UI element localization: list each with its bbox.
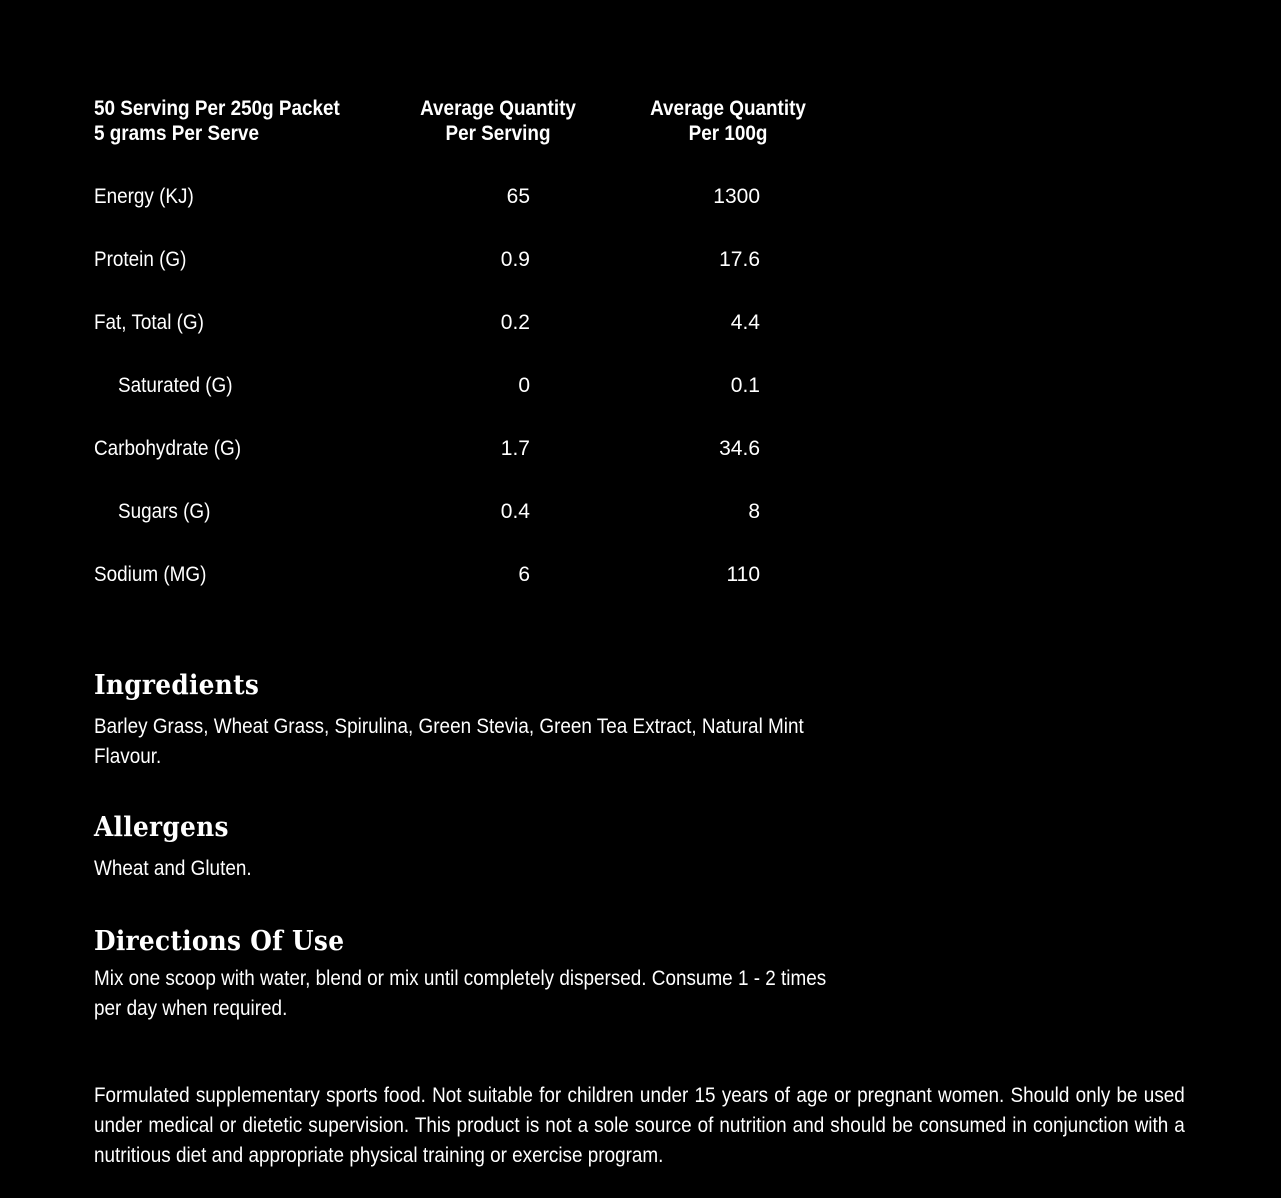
table-row-per-serving: 0 (518, 374, 530, 397)
allergens-heading: Allergens (94, 812, 229, 843)
ingredients-line2: Flavour. (94, 745, 162, 768)
table-row-per-serving: 65 (506, 185, 530, 208)
directions-line2: per day when required. (94, 997, 288, 1020)
table-row-label: Carbohydrate (G) (94, 437, 242, 460)
ingredients-text (94, 712, 994, 772)
serving-size-label: 50 Serving Per 250g Packet (94, 97, 340, 120)
header-per-serving-line1: Average Quantity (420, 97, 576, 120)
table-row-label-indented: Saturated (G) (118, 374, 233, 397)
header-per-100g (628, 96, 828, 146)
disclaimer-text (94, 1081, 1185, 1171)
table-row-per-100g: 8 (748, 500, 760, 523)
header-per-serving-line2: Per Serving (445, 122, 551, 145)
table-row-label: Protein (G) (94, 248, 187, 271)
serve-size-label: 5 grams Per Serve (94, 122, 259, 145)
ingredients-section (94, 670, 273, 702)
table-row-label: Fat, Total (G) (94, 311, 204, 334)
table-row-label-indented: Sugars (G) (118, 500, 211, 523)
table-row-label: Energy (KJ) (94, 185, 194, 208)
allergens-section (94, 812, 240, 844)
allergens-text: Wheat and Gluten. (94, 857, 252, 880)
directions-text (94, 964, 994, 1024)
table-row-per-100g: 110 (726, 563, 760, 586)
table-row-per-serving: 1.7 (500, 437, 530, 460)
directions-section (94, 926, 366, 958)
header-per-100g-line2: Per 100g (688, 122, 768, 145)
table-row-per-serving: 0.9 (500, 248, 530, 271)
table-row-per-serving: 0.2 (500, 311, 530, 334)
table-row-per-100g: 1300 (713, 185, 760, 208)
directions-line1: Mix one scoop with water, blend or mix until completely dispersed. Consume 1 - 2 times (94, 967, 827, 990)
table-row-per-serving: 0.4 (500, 500, 530, 523)
table-row-per-100g: 34.6 (719, 437, 760, 460)
table-row-per-100g: 4.4 (730, 311, 760, 334)
table-row-per-100g: 0.1 (730, 374, 760, 397)
table-row-per-100g: 17.6 (719, 248, 760, 271)
ingredients-heading: Ingredients (94, 670, 260, 701)
header-per-serving (398, 96, 598, 146)
table-row-label: Sodium (MG) (94, 563, 207, 586)
disclaimer-paragraph: Formulated supplementary sports food. Not suitable for children under 15 years of age or pregnant women. Should only be used under medical or dietetic supervision. This product is not a sole source of nutrition and should be consumed in conjunction with a nutritious diet and appropriate physical training or exercise program. (94, 1084, 1185, 1167)
table-row-per-serving: 6 (518, 563, 530, 586)
header-serving-info (94, 96, 367, 146)
ingredients-line1: Barley Grass, Wheat Grass, Spirulina, Green Stevia, Green Tea Extract, Natural Mint (94, 715, 804, 738)
header-per-100g-line1: Average Quantity (650, 97, 806, 120)
directions-heading: Directions Of Use (94, 926, 345, 957)
